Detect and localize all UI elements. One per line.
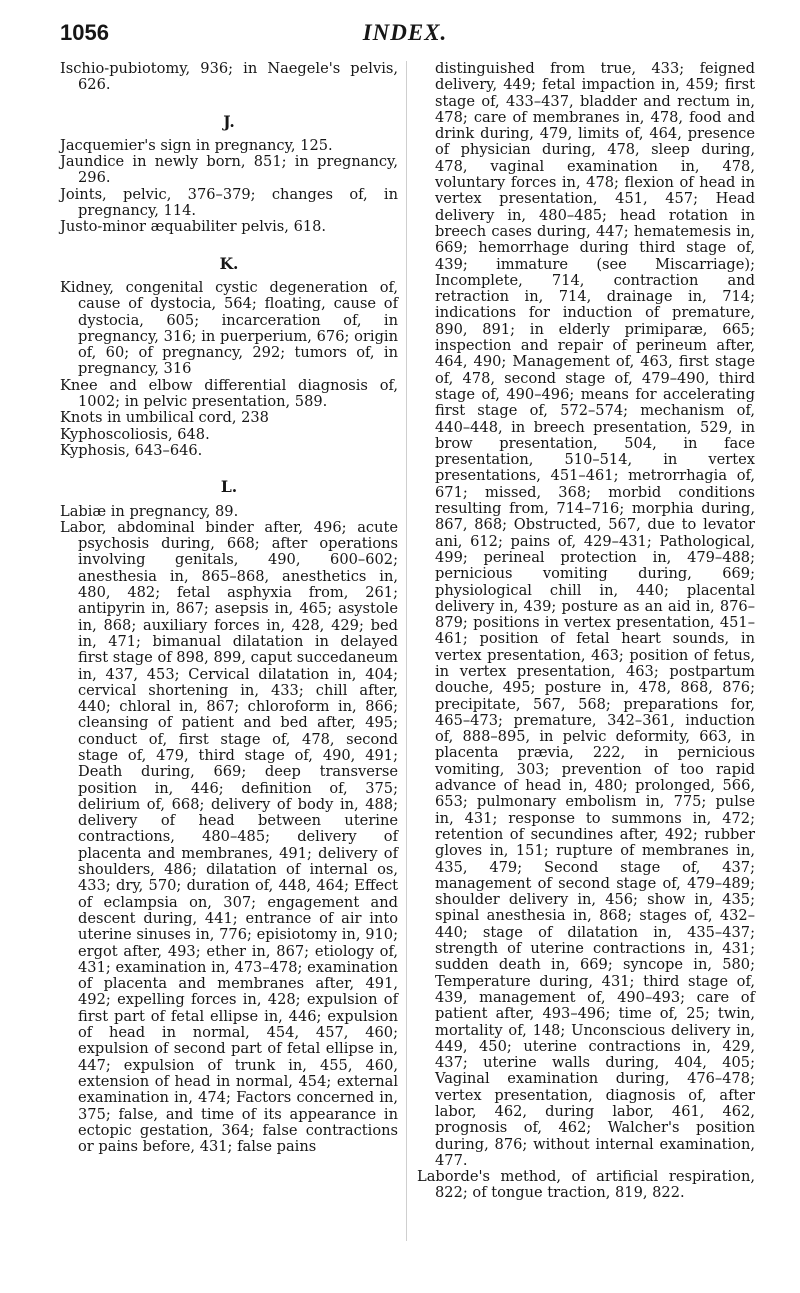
index-entry-jaundice: Jaundice in newly born, 851; in pregnancy, 296. [60,153,398,187]
index-entry-jacquemier: Jacquemier's sign in pregnancy, 125. [60,136,333,154]
right-column [417,61,755,1202]
index-entry-joints: Joints, pelvic, 376–379; changes of, in pregnancy, 114. [60,185,398,220]
index-entry-kyphosis: Kyphosis, 643–646. [60,441,203,459]
index-entry-kidney: Kidney, congenital cystic degeneration of, cause of dystocia, 564; floating, cause of dystocia, 605; incarceration of, in pregnancy, 316; in puerperium, 676; origin of, 60; of pregnancy, 292; tumors of, in pregnancy, 316 [60,278,398,378]
column-divider [406,61,407,1241]
index-entry-knee: Knee and elbow differential diagnosis of, 1002; in pelvic presentation, 589. [60,376,398,411]
running-title: INDEX. [362,20,448,45]
index-entry-ischio-pubiotomy: Ischio-pubiotomy, 936; in Naegele's pelvis, 626. [60,60,398,94]
page-header [60,20,750,54]
section-letter-j: J. [223,111,235,131]
index-entry-labor-continued: distinguished from true, 433; feigned delivery, 449; fetal impaction in, 459; first stage of, 433–437, bladder and rectum in, 478; care of membranes in, 478, food and drink during, 479, limits of, 464, presence of physician during, 478, sleep during, 478, vaginal examination in, 478, voluntary forces in, 478; flexion of head in vertex presentation, 451, 457; Head delivery in, 480–485; head rotation in breech cases during, 447; hematemesis in, 669; hemorrhage during third stage of, 439; immature (see Miscarriage); Incomplete, 714, contraction and retraction in, 714, drainage in, 714; indications for induction of premature, 890, 891; in elderly primiparæ, 665; inspection and repair of perineum after, 464, 490; Management of, 463, first stage of, 478, second stage of, 479–490, third stage of, 490–496; means for accelerating first stage of, 572–574; mechanism of, 440–448, in breech presentation, 529, in brow presentation, 504, in face presentation, 510–514, in vertex presentations, 451–461; metrorrhagia of, 671; missed, 368; morbid conditions resulting from, 714–716; morphia during, 867, 868; Obstructed, 567, due to levator ani, 612; pains of, 429–431; Pathological, 499; perineal protection in, 479–488; pernicious vomiting during, 669; physiological chill in, 440; placental delivery in, 439; posture as an aid in, 876–879; positions in vertex presentation, 451–461; position of fetal heart sounds, in vertex presentation, 463; position of fetus, in vertex presentation, 463; postpartum douche, 495; posture in, 478, 868, 876; precipitate, 567, 568; preparations for, 465–473; premature, 342–361, induction of, 888–895, in pelvic deformity, 663, in placenta prævia, 222, in pernicious vomiting, 303; prevention of too rapid advance of head in, 480; prolonged, 566, 653; pulmonary embolism in, 775; pulse in, 431; response to summons in, 472; retention of secundines after, 492; rubber gloves in, 151; rupture of membranes in, 435, 479; Second stage of, 437; management of second stage of, 479–489; shoulder delivery in, 456; show in, 435; spinal anesthesia in, 868; stages of, 432–440; stage of dilatation in, 435–437; strength of uterine contractions in, 431; sudden death in, 669; syncope in, 580; Temperature during, 431; third stage of, 439, management of, 490–493; care of patient after, 493–496; time of, 25; twin, mortality of, 148; Unconscious delivery in, 449, 450; uterine contractions in, 429, 437; uterine walls during, 404, 405; Vaginal examination during, 476–478; vertex presentation, diagnosis of, after labor, 462, during labor, 461, 462, prognosis of, 462; Walcher's position during, 876; without internal examination, 477. [435,60,755,1169]
section-letter-l: L. [220,477,238,497]
section-letter-k: K. [219,253,239,273]
left-column [60,61,398,1155]
index-entry-kyphoscoliosis: Kyphoscoliosis, 648. [60,425,210,443]
index-entry-laborde: Laborde's method, of artificial respiration, 822; of tongue traction, 819, 822. [417,1168,755,1202]
index-entry-labiae: Labiæ in pregnancy, 89. [60,502,239,520]
index-entry-justo-minor: Justo-minor æquabiliter pelvis, 618. [60,218,327,236]
index-entry-knots: Knots in umbilical cord, 238 [60,409,269,427]
page-number: 1056 [60,20,109,45]
index-entry-labor: Labor, abdominal binder after, 496; acute psychosis during, 668; after operations involving genitals, 490, 600–602; anesthesia in, 865–868, anesthetics in, 480, 482; fetal asphyxia from, 261; antipyrin in, 867; asepsis in, 465; asystole in, 868; auxiliary forces in, 428, 429; bed in, 471; bimanual dilatation in delayed first stage of 898, 899, caput succedaneum in, 437, 453; Cervical dilatation in, 404; cervical shortening in, 433; chill after, 440; chloral in, 867; chloroform in, 866; cleansing of patient and bed after, 495; conduct of, first stage of, 478, second stage of, 479, third stage of, 490, 491; Death during, 669; deep transverse position in, 446; definition of, 375; delirium of, 668; delivery of body in, 488; delivery of head between uterine contractions, 480–485; delivery of placenta and membranes, 491; delivery of shoulders, 486; dilatation of internal os, 433; dry, 570; duration of, 448, 464; Effect of eclampsia on, 307; engagement and descent during, 441; entrance of air into uterine sinuses in, 776; episiotomy in, 910; ergot after, 493; ether in, 867; etiology of, 431; examination in, 473–478; examination of placenta and membranes after, 491, 492; expelling forces in, 428; expulsion of first part of fetal ellipse in, 446; expulsion of head in normal, 454, 457, 460; expulsion of second part of fetal ellipse in, 447; expulsion of trunk in, 455, 460, extension of head in normal, 454; external examination in, 474; Factors concerned in, 375; false, and time of its appearance in ectopic gestation, 364; false contractions or pains before, 431; false pains [60,518,398,1156]
